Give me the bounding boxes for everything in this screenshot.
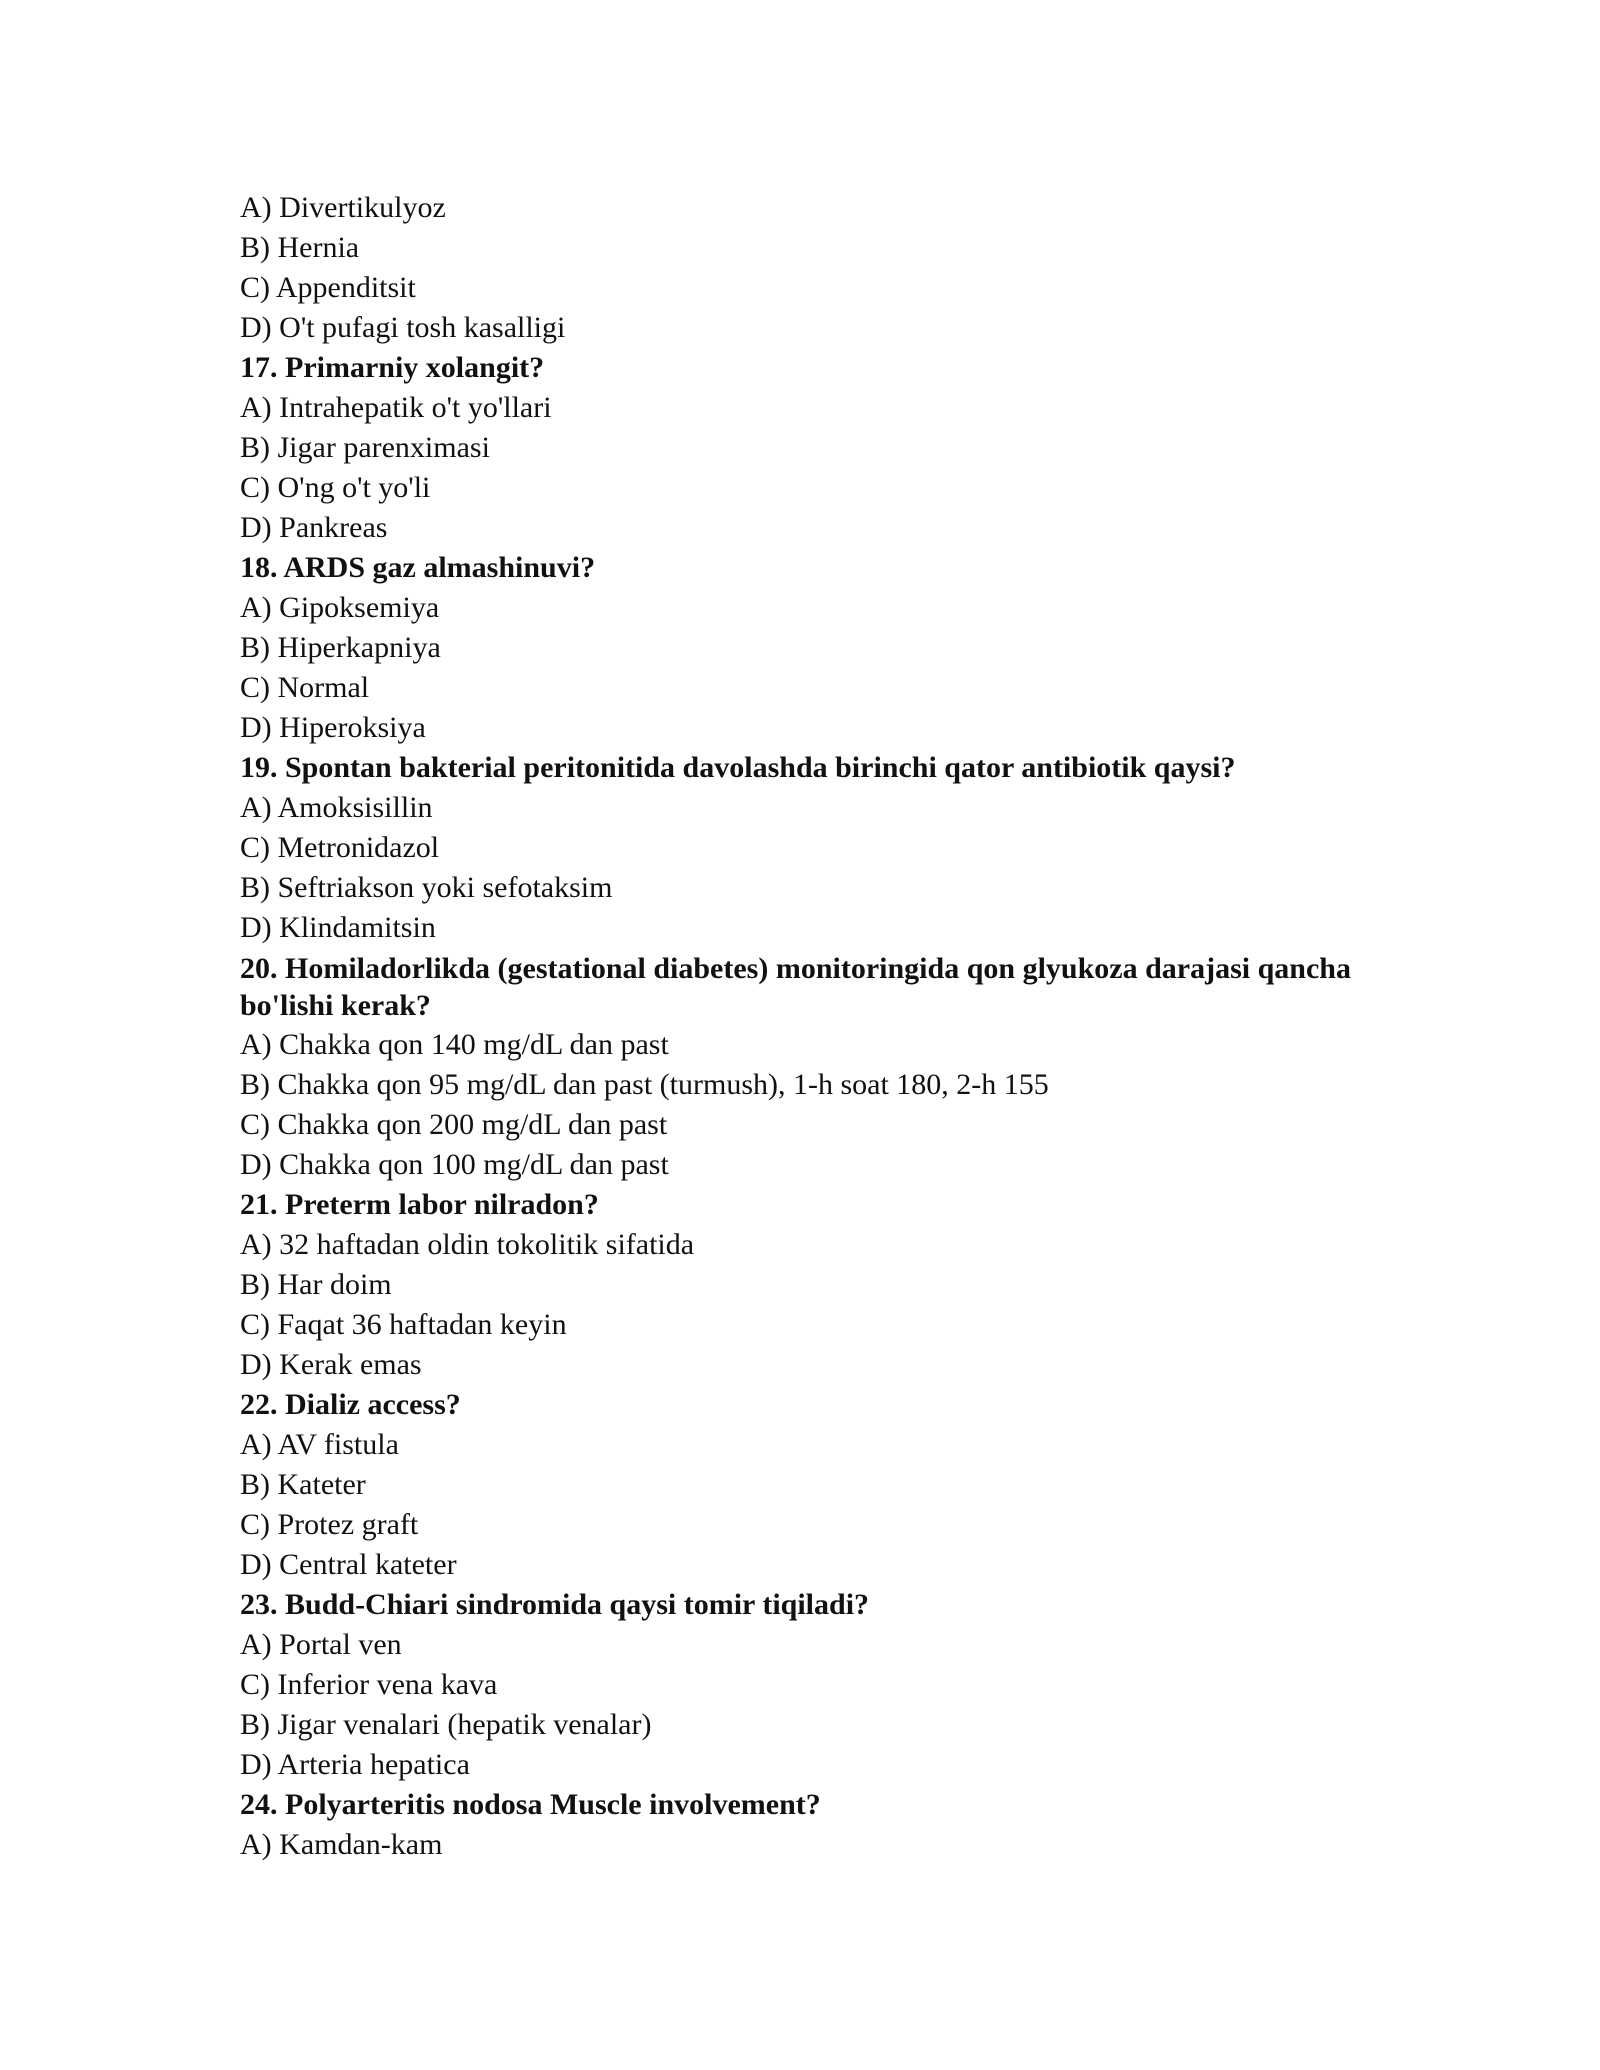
answer-option: B) Hiperkapniya xyxy=(240,631,441,664)
answer-option: D) Arteria hepatica xyxy=(240,1748,470,1781)
answer-option: D) Chakka qon 100 mg/dL dan past xyxy=(240,1148,669,1181)
answer-option: B) Chakka qon 95 mg/dL dan past (turmush), 1-h soat 180, 2-h 155 xyxy=(240,1068,1049,1101)
answer-option: D) Pankreas xyxy=(240,511,388,544)
answer-option: A) Chakka qon 140 mg/dL dan past xyxy=(240,1028,669,1061)
answer-option: B) Kateter xyxy=(240,1468,366,1501)
answer-option: C) Chakka qon 200 mg/dL dan past xyxy=(240,1108,668,1141)
quiz-content xyxy=(240,188,1420,1865)
answer-option: A) Portal ven xyxy=(240,1628,402,1661)
answer-option: B) Hernia xyxy=(240,231,360,264)
answer-option: D) Hiperoksiya xyxy=(240,711,426,744)
question-heading: 20. Homiladorlikda (gestational diabetes) monitoringida qon glyukoza darajasi qancha bo'lishi kerak? xyxy=(240,952,1351,1022)
answer-option: A) AV fistula xyxy=(240,1428,399,1461)
answer-option: C) Metronidazol xyxy=(240,831,440,864)
answer-option: D) Kerak emas xyxy=(240,1348,422,1381)
answer-option: B) Jigar parenximasi xyxy=(240,431,490,464)
answer-option: A) Kamdan-kam xyxy=(240,1828,443,1861)
answer-option: A) Gipoksemiya xyxy=(240,591,440,624)
answer-option: A) Divertikulyoz xyxy=(240,191,446,224)
answer-option: A) Intrahepatik o't yo'llari xyxy=(240,391,552,424)
answer-option: B) Seftriakson yoki sefotaksim xyxy=(240,871,613,904)
answer-option: C) Normal xyxy=(240,671,370,704)
question-heading: 19. Spontan bakterial peritonitida davolashda birinchi qator antibiotik qaysi? xyxy=(240,751,1236,784)
question-heading: 17. Primarniy xolangit? xyxy=(240,351,545,384)
answer-option: C) Faqat 36 haftadan keyin xyxy=(240,1308,567,1341)
answer-option: B) Jigar venalari (hepatik venalar) xyxy=(240,1708,652,1741)
answer-option: C) Inferior vena kava xyxy=(240,1668,498,1701)
answer-option: C) Appenditsit xyxy=(240,271,416,304)
answer-option: A) 32 haftadan oldin tokolitik sifatida xyxy=(240,1228,695,1261)
answer-option: D) Central kateter xyxy=(240,1548,457,1581)
answer-option: B) Har doim xyxy=(240,1268,392,1301)
answer-option: C) O'ng o't yo'li xyxy=(240,471,431,504)
question-heading: 24. Polyarteritis nodosa Muscle involvement? xyxy=(240,1788,821,1821)
answer-option: C) Protez graft xyxy=(240,1508,419,1541)
question-heading: 21. Preterm labor nilradon? xyxy=(240,1188,599,1221)
answer-option: A) Amoksisillin xyxy=(240,791,433,824)
question-heading: 23. Budd-Chiari sindromida qaysi tomir tiqiladi? xyxy=(240,1588,870,1621)
answer-option: D) O't pufagi tosh kasalligi xyxy=(240,311,566,344)
question-heading: 22. Dializ access? xyxy=(240,1388,461,1421)
question-heading: 18. ARDS gaz almashinuvi? xyxy=(240,551,596,584)
answer-option: D) Klindamitsin xyxy=(240,911,436,944)
